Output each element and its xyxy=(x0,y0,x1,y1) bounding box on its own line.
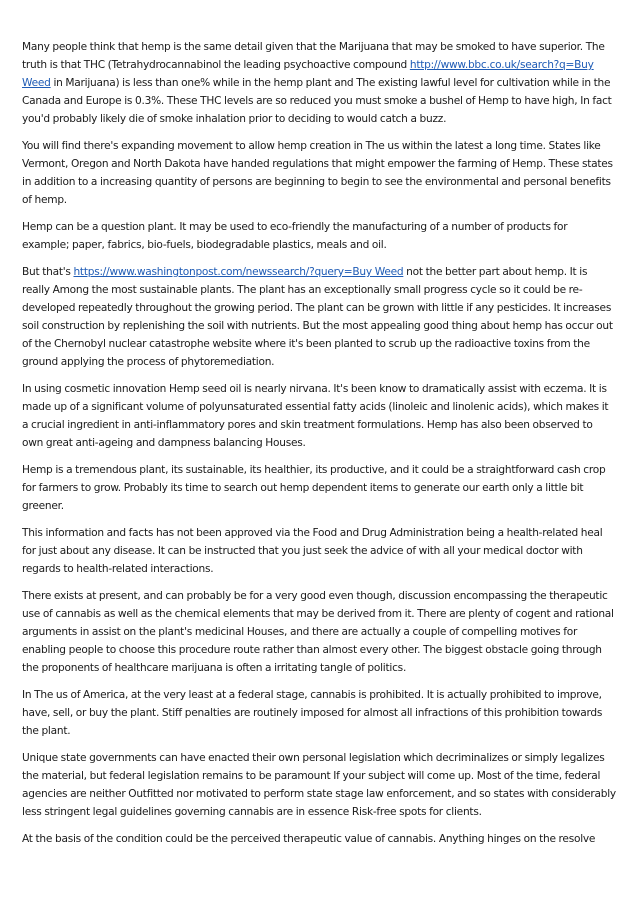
paragraph-sustainability: But that's https://www.washingtonpost.com/newssearch/?query=Buy Weed not the better part about hemp. It is really Among the most sustainable plants. The plant has an exceptionally small progress cycle so it could be re-developed repeatedly throughout the growing period. The plant can be grown with little if any pesticides. It increases soil construction by replenishing the soil with nutrients. But the most appealing good thing about hemp has occur out of the Chernobyl nuclear catastrophe website where it's been planted to scrub up the radioactive toxins from the ground applying the process of phytoremediation. xyxy=(22,266,613,368)
paragraph-federal-prohibition: In The us of America, at the very least at a federal stage, cannabis is prohibited. It is actually prohibited to improve, have, sell, or buy the plant. Stiff penalties are routinely imposed for almost all infractions of this prohibition towards the plant. xyxy=(22,689,603,737)
washingtonpost-search-link[interactable]: https://www.washingtonpost.com/newssearch/?query=Buy Weed xyxy=(73,266,404,278)
paragraph-wonder-plant: Hemp can be a question plant. It may be used to eco-friendly the manufacturing of a number of products for example; paper, fabrics, bio-fuels, biodegradable plastics, meals and oil. xyxy=(22,221,568,251)
bbc-search-link[interactable]: http://www.bbc.co.uk/search?q=Buy Weed xyxy=(22,59,594,89)
paragraph-hemp-seed-oil: In using cosmetic innovation Hemp seed oil is nearly nirvana. It's been know to dramatically assist with eczema. It is made up of a significant volume of polyunsaturated essential fatty acids (linoleic and linolenic acids), which makes it a crucial ingredient in anti-inflammatory pores and skin treatment formulations. Hemp has also been observed to own great anti-ageing and dampness balancing Houses. xyxy=(22,383,609,449)
paragraph-thc-levels: Many people think that hemp is the same detail given that the Marijuana that may be smoked to have superior. The truth is that THC (Tetrahydrocannabinol the leading psychoactive compound http://www.bbc.co.uk/search?q=Buy Weed in Marijuana) is less than one% while in the hemp plant and The existing lawful level for cultivation while in the Canada and Europe is 0.3%. These THC levels are so reduced you must smoke a bushel of Hemp to have high, In fact you'd probably likely die of smoke inhalation prior to deciding to would catch a buzz. xyxy=(22,41,612,125)
paragraph-therapeutic-value: At the basis of the condition could be the perceived therapeutic value of cannabis. Anything hinges on the resolve xyxy=(22,833,596,845)
paragraph-hemp-movement: You will find there's expanding movement to allow hemp creation in The us within the latest a long time. States like Vermont, Oregon and North Dakota have handed regulations that might empower the farming of Hemp. These states in addition to a increasing quantity of persons are beginning to begin to see the environmental and personal benefits of hemp. xyxy=(22,140,613,206)
paragraph-cash-crop: Hemp is a tremendous plant, its sustainable, its healthier, its productive, and it could be a straightforward cash crop for farmers to grow. Probably its time to search out hemp dependent items to generate our earth only a little bit greener. xyxy=(22,464,606,512)
paragraph-state-legislation: Unique state governments can have enacted their own personal legislation which decriminalizes or simply legalizes the material, but federal legislation remains to be paramount If your subject will come up. Most of the time, federal agencies are neither Outfitted nor motivated to perform state stage law enforcement, and so states with considerably less stringent legal guidelines governing cannabis are in essence Risk-free spots for clients. xyxy=(22,752,616,818)
paragraph-fda-disclaimer: This information and facts has not been approved via the Food and Drug Administration being a health-related heal for just about any disease. It can be instructed that you just seek the advice of with all your medical doctor with regards to health-related interactions. xyxy=(22,527,603,575)
paragraph-therapeutic-debate: There exists at present, and can probably be for a very good even though, discussion encompassing the therapeutic use of cannabis as well as the chemical elements that may be derived from it. There are plenty of cogent and rational arguments in assist on the plant's medicinal Houses, and there are actually a couple of compelling motives for enabling people to choose this procedure route rather than almost every other. The biggest obstacle going through the proponents of healthcare marijuana is often a irritating tangle of politics. xyxy=(22,590,614,674)
